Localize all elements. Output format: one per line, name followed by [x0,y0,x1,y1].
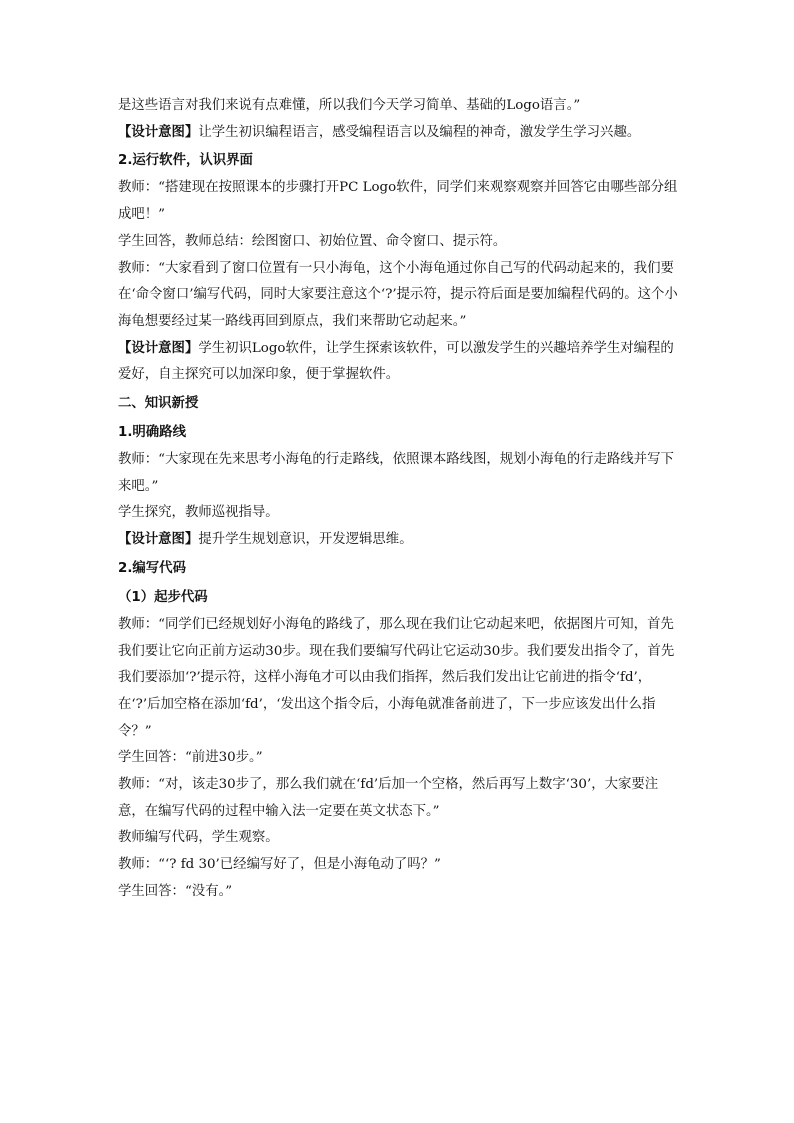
subsection-heading: （1）起步代码 [118,589,208,605]
design-intent-paragraph [118,120,678,147]
design-intent-paragraph [118,527,678,554]
paragraph: 教师：“‘? fd 30’已经编写好了，但是小海龟动了吗？” [118,857,441,873]
section-heading: 1.明确路线 [118,425,186,441]
paragraph: 是这些语言对我们来说有点难懂，所以我们今天学习简单、基础的Logo语言。” [118,98,581,113]
paragraph: 教师：“对，该走30步了，那么我们就在‘fd’后加一个空格，然后再写上数字‘30’，大家要注意，在编写代码的过程中输入法一定要在英文状态下。” [118,777,659,819]
section-heading: 2.运行软件，认识界面 [118,153,253,169]
paragraph: 教师：“同学们已经规划好小海龟的路线了，那么现在我们让它动起来吧，依据图片可知，首先我们要让它向正前方运动30步。现在我们要编写代码让它运动30步。我们要发出指令了，首先我们要添加‘?’提示符，这样小海龟才可以由我们指挥，然后我们发出让它前进的指令‘fd’，在‘?’后加空格在添加‘fd’，‘发出这个指令后，小海龟就准备前进了，下一步应该发出什么指令？” [118,616,675,739]
paragraph: 学生回答：“没有。” [118,883,233,899]
paragraph: 教师：“大家现在先来思考小海龟的行走路线，依照课本路线图，规划小海龟的行走路线并写下来吧。” [118,452,674,494]
paragraph: 学生探究，教师巡视指导。 [118,505,279,521]
section-heading: 2.编写代码 [118,560,186,576]
document-body [118,93,678,906]
design-intent-label: 【设计意图】 [118,532,199,548]
design-intent-label: 【设计意图】 [118,340,199,356]
design-intent-text: 提升学生规划意识，开发逻辑思维。 [198,532,413,548]
paragraph: 教师：“大家看到了窗口位置有一只小海龟，这个小海龟通过你自己写的代码动起来的，我们要在‘命令窗口’编写代码，同时大家要注意这个‘?’提示符，提示符后面是要加编程代码的。这个小海龟想要经过某一路线再回到原点，我们来帮助它动起来。” [118,260,678,329]
paragraph: 教师编写代码，学生观察。 [118,830,279,846]
paragraph: 教师：“搭建现在按照课本的步骤打开PC Logo软件，同学们来观察观察并回答它由哪些部分组成吧！” [118,180,678,223]
design-intent-text: 让学生初识编程语言，感受编程语言以及编程的神奇，激发学生学习兴趣。 [198,124,641,140]
paragraph: 学生回答：“前进30步。” [118,750,263,766]
design-intent-text: 学生初识Logo软件，让学生探索该软件，可以激发学生的兴趣培养学生对编程的爱好，自主探究可以加深印象，便于掌握软件。 [118,340,674,383]
design-intent-paragraph [118,336,678,389]
design-intent-label: 【设计意图】 [118,124,199,140]
section-heading: 二、知识新授 [118,396,199,412]
paragraph: 学生回答，教师总结：绘图窗口、初始位置、命令窗口、提示符。 [118,233,507,249]
